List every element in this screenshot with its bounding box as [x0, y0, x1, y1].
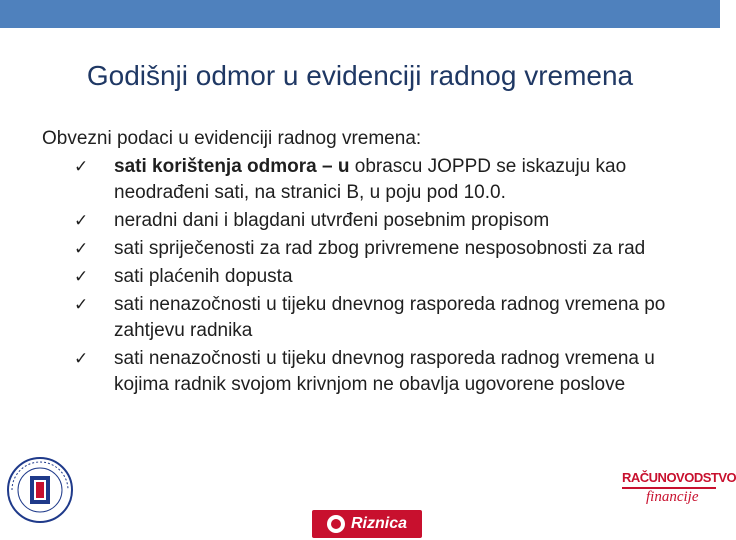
- list-item-text: obrascu JOPPD se iskazuju kao neodrađeni sati, na stranici B, u poju pod 10.0.: [114, 156, 627, 203]
- checkmark-icon: ✓: [74, 349, 89, 368]
- list-item: [42, 236, 682, 262]
- racunovodstvo-logo-bottom: financije: [646, 489, 699, 505]
- riznica-logo-text: Riznica: [350, 515, 407, 532]
- slide-title: Godišnji odmor u evidenciji radnog vremena: [86, 60, 634, 91]
- lead-text: Obvezni podaci u evidenciji radnog vremena:: [42, 128, 422, 149]
- riznica-mark-icon: [327, 515, 345, 533]
- list-item-text: sati spriječenosti za rad zbog privremene nesposobnosti za rad: [114, 238, 646, 259]
- list-item-text: sati nenazočnosti u tijeku dnevnog rasporeda radnog vremena u kojima radnik svojom krivnjom ne obavlja ugovorene poslove: [114, 348, 655, 395]
- list-item: [42, 264, 682, 290]
- bullet-list: [42, 154, 682, 398]
- checkmark-icon: ✓: [74, 239, 89, 258]
- checkmark-icon: ✓: [74, 267, 89, 286]
- racunovodstvo-logo: [622, 470, 736, 536]
- racunovodstvo-logo-top: RAČUNOVODSTVO: [622, 470, 736, 485]
- list-item-text: neradni dani i blagdani utvrđeni posebnim propisom: [114, 210, 550, 231]
- association-seal-icon: [6, 456, 74, 524]
- checkmark-icon: ✓: [74, 295, 89, 314]
- list-item-bold: sati korištenja odmora – u: [114, 156, 350, 177]
- top-accent-bar: [0, 0, 720, 28]
- list-item-text: sati nenazočnosti u tijeku dnevnog rasporeda radnog vremena po zahtjevu radnika: [114, 294, 666, 341]
- list-item: [42, 208, 682, 234]
- list-item-text: sati plaćenih dopusta: [114, 266, 293, 287]
- checkmark-icon: ✓: [74, 211, 89, 230]
- checkmark-icon: ✓: [74, 157, 89, 176]
- riznica-logo: [312, 510, 422, 538]
- slide-body: [42, 126, 682, 400]
- list-item: [42, 346, 682, 398]
- list-item: [42, 292, 682, 344]
- list-item: [42, 154, 682, 206]
